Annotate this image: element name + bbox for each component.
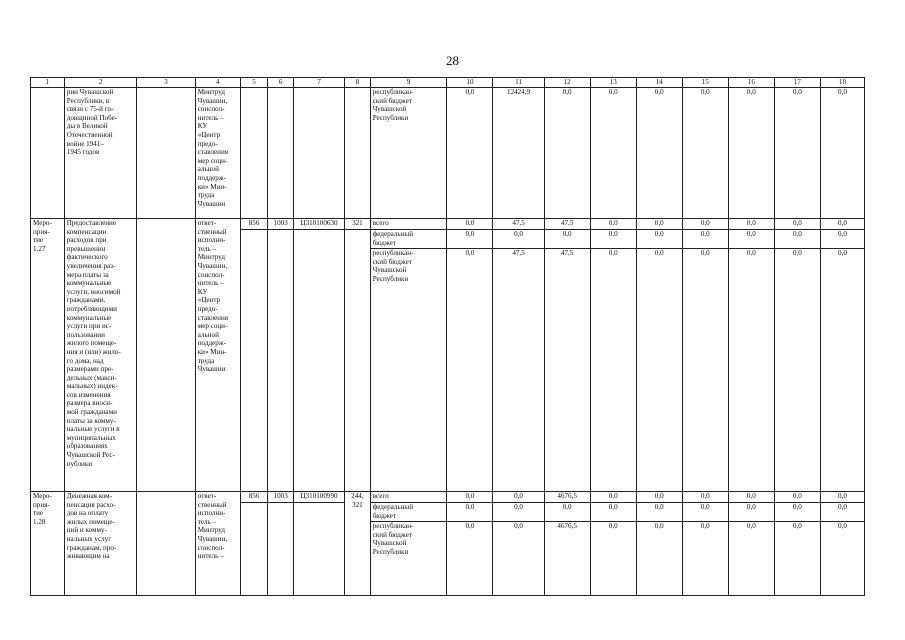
header-cell: 8	[345, 78, 371, 88]
value-cell: 0,0	[820, 219, 864, 230]
header-cell: 16	[728, 78, 774, 88]
value-cell: 0,0	[774, 503, 820, 522]
value-cell: 12424,9	[493, 88, 544, 219]
value-cell: 0,0	[447, 249, 493, 492]
value-cell: 0,0	[636, 503, 682, 522]
value-cell: 0,0	[493, 503, 544, 522]
header-cell: 2	[64, 78, 137, 88]
empty-cell	[345, 88, 371, 219]
value-cell: 0,0	[820, 88, 864, 219]
header-row	[31, 78, 865, 88]
source-cell: всего	[370, 219, 447, 230]
event-label-cell: Меро- прия- тие 1.27	[31, 219, 65, 492]
value-cell: 0,0	[590, 88, 636, 219]
header-cell: 17	[774, 78, 820, 88]
value-cell: 0,0	[493, 492, 544, 503]
value-cell: 47,5	[493, 249, 544, 492]
header-cell: 5	[240, 78, 268, 88]
table-row	[31, 219, 865, 230]
header-cell: 18	[820, 78, 864, 88]
value-cell: 0,0	[590, 492, 636, 503]
event-name-cell: Предоставление компенсации расходов при превышении фактического увеличения раз- мера платы за коммунальные услуги, вносимой гражданами, потребляющими коммунальные услуги при ис- пользовании жилого помеще- ния и (или) жило- го дома, над размерами пре- дельных (макси- мальных) индек- сов изменения размера вноси- мой гражданами платы за комму- нальные услуги в муниципальных образованиях Чувашской Рес- публики	[64, 219, 137, 492]
value-cell: 0,0	[728, 230, 774, 249]
source-cell: всего	[370, 492, 447, 503]
value-cell: 0,0	[636, 230, 682, 249]
executor-cell: ответ- ственный исполни- тель – Минтруд Чувашии, соиспол- нитель – КУ «Центр предо- ставления мер соци- альной поддерж- ки» Мин- труда Чувашии	[195, 219, 240, 492]
value-cell: 0,0	[774, 522, 820, 596]
empty-cell	[240, 230, 268, 492]
value-cell: 0,0	[590, 522, 636, 596]
empty-cell	[137, 88, 195, 219]
value-cell: 0,0	[774, 492, 820, 503]
value-cell: 0,0	[682, 230, 728, 249]
value-cell: 0,0	[728, 492, 774, 503]
rzpr-cell: 1003	[268, 492, 294, 503]
header-cell: 13	[590, 78, 636, 88]
executor-cell: ответ- ственный исполни- тель – Минтруд Чувашии, соиспол- нитель –	[195, 492, 240, 596]
value-cell: 0,0	[447, 88, 493, 219]
value-cell: 0,0	[636, 219, 682, 230]
source-cell: республикан- ский бюджет Чувашской Республики	[370, 88, 447, 219]
event-name-cell: рии Чувашской Республики, в связи с 75-й го- довщиной Побе- ды в Великой Отечественной войне 1941– 1945 годов	[64, 88, 137, 219]
value-cell: 0,0	[728, 249, 774, 492]
value-cell: 0,0	[820, 503, 864, 522]
source-cell: республикан- ский бюджет Чувашской Республики	[370, 249, 447, 492]
page-number: 28	[446, 53, 459, 68]
value-cell: 0,0	[682, 249, 728, 492]
value-cell: 0,0	[820, 230, 864, 249]
event-name-cell: Денежная ком- пенсация расхо- дов на оплату жилых помеще- ний и комму- нальных услуг гражданам, про- живающим на	[64, 492, 137, 596]
value-cell: 0,0	[682, 492, 728, 503]
value-cell: 0,0	[636, 492, 682, 503]
value-cell: 0,0	[774, 88, 820, 219]
empty-cell	[240, 503, 268, 596]
csr-cell: Ц310100630	[293, 219, 344, 230]
grbs-cell: 856	[240, 492, 268, 503]
csr-cell: Ц310100990	[293, 492, 344, 503]
value-cell: 0,0	[820, 492, 864, 503]
value-cell: 0,0	[544, 88, 590, 219]
value-cell: 0,0	[774, 249, 820, 492]
table-row	[31, 492, 865, 503]
value-cell: 47,5	[493, 219, 544, 230]
empty-cell	[137, 219, 195, 492]
value-cell: 0,0	[447, 492, 493, 503]
value-cell: 0,0	[447, 503, 493, 522]
header-cell: 9	[370, 78, 447, 88]
empty-cell	[293, 230, 344, 492]
value-cell: 0,0	[728, 88, 774, 219]
value-cell: 0,0	[590, 249, 636, 492]
source-cell: федеральный бюджет	[370, 230, 447, 249]
rzpr-cell: 1003	[268, 219, 294, 230]
value-cell: 0,0	[820, 522, 864, 596]
event-label-cell	[31, 88, 65, 219]
header-cell: 12	[544, 78, 590, 88]
value-cell: 47,5	[544, 249, 590, 492]
value-cell: 0,0	[820, 249, 864, 492]
value-cell: 0,0	[590, 230, 636, 249]
value-cell: 0,0	[682, 522, 728, 596]
value-cell: 0,0	[774, 219, 820, 230]
empty-cell	[268, 503, 294, 596]
source-cell: республикан- ский бюджет Чувашской Республики	[370, 522, 447, 596]
vr-cell: 244, 321	[345, 492, 371, 596]
value-cell: 4676,5	[544, 492, 590, 503]
budget-table	[30, 77, 865, 596]
value-cell: 0,0	[774, 230, 820, 249]
vr-cell: 321	[345, 219, 371, 230]
value-cell: 0,0	[636, 88, 682, 219]
empty-cell	[293, 88, 344, 219]
event-label-cell: Меро- прия- тие 1.28	[31, 492, 65, 596]
header-cell: 7	[293, 78, 344, 88]
value-cell: 0,0	[447, 219, 493, 230]
value-cell: 0,0	[728, 503, 774, 522]
value-cell: 47,5	[544, 219, 590, 230]
value-cell: 0,0	[447, 522, 493, 596]
empty-cell	[345, 230, 371, 492]
value-cell: 4676,5	[544, 522, 590, 596]
executor-cell: Минтруд Чувашии, соиспол- нитель – КУ «Центр предо- ставления мер соци- альной поддерж- ки» Мин- труда Чувашии	[195, 88, 240, 219]
value-cell: 0,0	[590, 503, 636, 522]
header-cell: 11	[493, 78, 544, 88]
value-cell: 0,0	[447, 230, 493, 249]
value-cell: 0,0	[493, 522, 544, 596]
empty-cell	[268, 88, 294, 219]
grbs-cell: 856	[240, 219, 268, 230]
value-cell: 0,0	[636, 522, 682, 596]
empty-cell	[240, 88, 268, 219]
value-cell: 0,0	[590, 219, 636, 230]
empty-cell	[137, 492, 195, 596]
value-cell: 0,0	[728, 219, 774, 230]
value-cell: 0,0	[544, 503, 590, 522]
value-cell: 0,0	[493, 230, 544, 249]
header-cell: 4	[195, 78, 240, 88]
value-cell: 0,0	[728, 522, 774, 596]
header-cell: 6	[268, 78, 294, 88]
value-cell: 0,0	[636, 249, 682, 492]
empty-cell	[268, 230, 294, 492]
value-cell: 0,0	[682, 88, 728, 219]
value-cell: 0,0	[682, 219, 728, 230]
header-cell: 15	[682, 78, 728, 88]
header-cell: 1	[31, 78, 65, 88]
header-cell: 14	[636, 78, 682, 88]
header-cell: 3	[137, 78, 195, 88]
source-cell: федеральный бюджет	[370, 503, 447, 522]
value-cell: 0,0	[682, 503, 728, 522]
value-cell: 0,0	[544, 230, 590, 249]
table-row	[31, 88, 865, 219]
empty-cell	[293, 503, 344, 596]
header-cell: 10	[447, 78, 493, 88]
